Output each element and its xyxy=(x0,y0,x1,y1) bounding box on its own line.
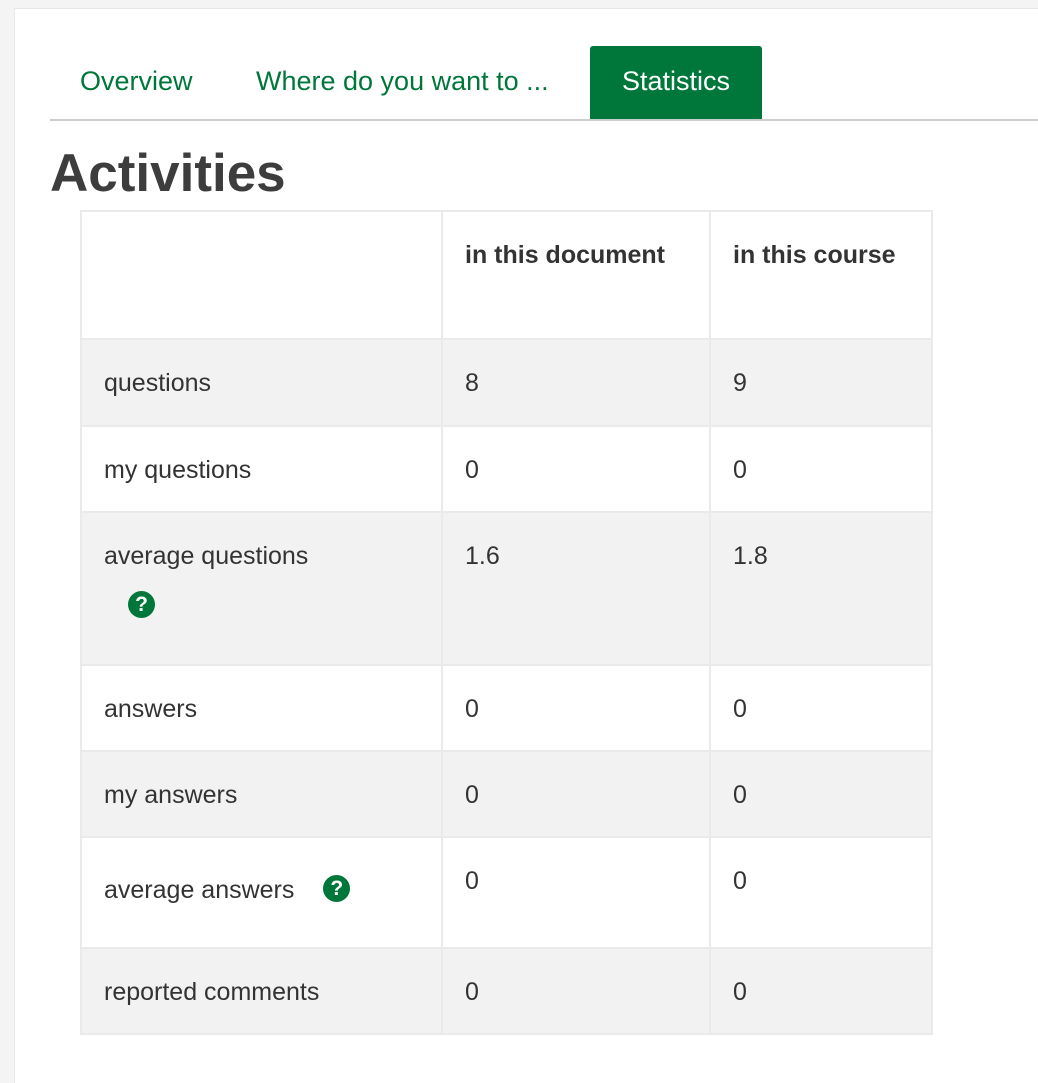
value-in-course: 0 xyxy=(710,665,932,751)
value-in-course: 0 xyxy=(710,426,932,512)
row-label: my answers xyxy=(81,751,442,837)
table-row xyxy=(81,751,932,837)
row-label: average questions xyxy=(104,542,309,570)
table-row xyxy=(81,665,932,751)
value-in-course: 1.8 xyxy=(710,512,932,665)
value-in-document: 1.6 xyxy=(442,512,710,665)
table-header-row xyxy=(81,211,932,339)
tab-bar xyxy=(50,46,1038,121)
row-label: questions xyxy=(81,339,442,426)
statistics-table xyxy=(80,210,933,1035)
value-in-course: 0 xyxy=(710,751,932,837)
row-label: my questions xyxy=(81,426,442,512)
value-in-document: 0 xyxy=(442,751,710,837)
header-in-this-course: in this course xyxy=(710,211,932,339)
tab-where-do-you-want-to[interactable]: Where do you want to ... xyxy=(256,66,549,96)
table-row xyxy=(81,339,932,426)
row-label: answers xyxy=(81,665,442,751)
tab-statistics[interactable]: Statistics xyxy=(590,46,762,119)
value-in-document: 0 xyxy=(442,665,710,751)
value-in-course: 0 xyxy=(710,948,932,1034)
header-in-this-document: in this document xyxy=(442,211,710,339)
page-title: Activities xyxy=(50,144,286,203)
table-row xyxy=(81,837,932,948)
row-label-cell xyxy=(81,512,442,665)
value-in-document: 8 xyxy=(442,339,710,426)
value-in-course: 0 xyxy=(710,837,932,948)
row-label: reported comments xyxy=(81,948,442,1034)
statistics-panel xyxy=(14,8,1038,1083)
value-in-document: 0 xyxy=(442,948,710,1034)
row-label: average answers xyxy=(104,876,295,904)
tab-overview[interactable]: Overview xyxy=(80,66,193,96)
table-row xyxy=(81,512,932,665)
header-empty-cell xyxy=(81,211,442,339)
value-in-document: 0 xyxy=(442,837,710,948)
table-row xyxy=(81,948,932,1034)
value-in-course: 9 xyxy=(710,339,932,426)
row-label-cell xyxy=(81,837,442,948)
help-icon[interactable]: ? xyxy=(323,875,350,902)
table-row xyxy=(81,426,932,512)
help-icon[interactable]: ? xyxy=(128,591,155,618)
value-in-document: 0 xyxy=(442,426,710,512)
